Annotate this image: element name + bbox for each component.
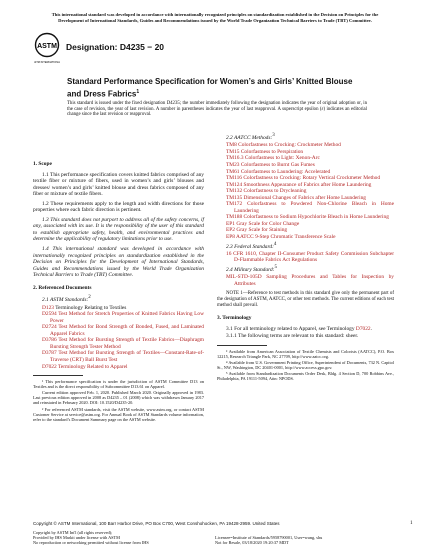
reference-item[interactable]: EP8 AATCC 9-Step Chromatic Transference Scale (226, 234, 336, 240)
reference-item: D2724 Test Method for Bond Strength of Bonded, Fused, and Laminated Apparel Fabrics (42, 324, 204, 337)
footnote-divider (33, 375, 83, 376)
terminology-link[interactable]: D7022 (355, 325, 371, 332)
reference-link[interactable]: D3787 (42, 350, 57, 357)
reference-item[interactable]: TM8 Colorfastness to Crocking: Crockmeter Method (226, 142, 341, 149)
astm-standards-heading: 2.1 ASTM Standards:2 (42, 295, 91, 304)
reference-item[interactable]: TM16.3 Colorfastness to Light: Xenon-Arc (226, 155, 320, 162)
document-title (67, 77, 367, 100)
top-notice (0, 0, 429, 26)
title-text: Standard Performance Specification for Women’s and Girls’ Knitted Blouse and Dress Fabrics (67, 77, 353, 99)
reference-item[interactable]: EP2 Gray Scale for Staining (226, 227, 288, 234)
reference-item[interactable]: TM135 Dimensional Changes of Fabrics after Home Laundering (226, 194, 366, 201)
reference-item: D3786 Test Method for Bursting Strength of Textile Fabrics—Diaphragm Bursting Strength Tester Method (42, 337, 204, 350)
title-footnote-mark[interactable]: 1 (136, 89, 140, 95)
reference-item: D7022 Terminology Related to Apparel (42, 363, 128, 370)
reference-item[interactable]: TM15 Colorfastness to Perspiration (226, 148, 304, 155)
download-notice-left: Copyright by ASTM Int'l (all rights reserved); Provided by IHS Markit under license with ASTM No reproduction or networking permitted without license from IHS (33, 530, 149, 545)
right-column (217, 133, 394, 384)
footnote-2: ² For referenced ASTM standards, visit the ASTM website, www.astm.org, or contact ASTM Customer Service at service@astm.org. For Annual Book of ASTM Standards volume information, refer to the standard’s Document Summary page on the ASTM website. (33, 406, 204, 422)
copyright-line: Copyright © ASTM International, 100 Barr Harbor Drive, PO Box C700, West Conshohocken, PA 19428-2959. United States (33, 521, 280, 526)
paragraph-3-1-1: 3.1.1 The following terms are relevant to this standard: sheer. (226, 333, 359, 340)
reference-item[interactable]: TM116 Colorfastness to Crocking: Rotary Vertical Crockmeter Method (226, 175, 381, 182)
paragraph-1-1: 1.1 This performance specification covers knitted fabrics comprised of any textile fiber or mixture of fibers, used in women’s and girls’ blouses and dresses/ women’s and girls’ knitted blouse and dress fabrics composed of any fiber or mixture of textile fibers. (33, 171, 204, 198)
issue-note: This standard is issued under the fixed designation D4235; the number immediately following the designation indicates the year of original adoption or, in the case of revision, the year of last revision. A number in parentheses indicates the year of last reapproval. A superscript epsilon (ε) indicates an editorial change since the last revision or reapproval. (67, 101, 367, 118)
federal-reference[interactable]: 16 CFR 1610, Chapter II-Consumer Product Safety Commission Subchapter D-Flammable Fabrics Act Regulations (226, 250, 395, 264)
reference-item: D123 Terminology Relating to Textiles (42, 304, 127, 311)
astm-logo (34, 32, 60, 66)
federal-standard-heading: 2.3 Federal Standard:4 (226, 241, 277, 250)
aatcc-reference-list (217, 142, 394, 240)
reference-item[interactable]: TM124 Smoothness Appearance of Fabrics after Home Laundering (226, 181, 372, 188)
paragraph-1-3: 1.3 This standard does not purport to address all of the safety concerns, if any, associated with its use. It is the responsibility of the user of this standard to establish appropriate safety, health, and environmental practices and determine the applicability of regulatory limitations prior to use. (33, 216, 204, 243)
reference-item: D2594 Test Method for Stretch Properties of Knitted Fabrics Having Low Power (42, 311, 204, 324)
section-heading-referenced-documents: 2. Referenced Documents (33, 284, 92, 291)
footnote-1-edition: Current edition approved Feb. 1, 2020. Published March 2020. Originally approved in 1983. Last previous edition approved in 2008 as D4235 – 01 (2008) which was withdrawn January 2017 and reinstated in February 2020. DOI: 10.1520/D4235-20. (33, 390, 204, 406)
top-notice-line-2: Development of International Standards, Guides and Recommendations issued by the World Trade Organization Technical Barriers to Trade (TBT) Committee. (58, 17, 372, 23)
logo-caption: ASTM INTERNATIONAL (34, 61, 60, 64)
reference-item[interactable]: TM132 Colorfastness to Drycleaning (226, 188, 307, 195)
reference-link[interactable]: D123 (42, 304, 54, 311)
footnote-divider (217, 345, 267, 346)
footnote-1: ¹ This performance specification is under the jurisdiction of ASTM Committee D13 on Textiles and is the direct responsibility of Subcommittee D13.61 on Apparel. (33, 379, 204, 390)
note-1: NOTE 1—Reference to test methods in this standard give only the permanent part of the designation of ASTM, AATCC, or other test methods. The current editions of each test method shall prevail. (217, 291, 394, 309)
footnote-4: ⁴ Available from U.S. Government Printing Office, Superintendent of Documents, 732 N. Capitol St., NW, Washington, DC 20401-0001, http://www.access.gpo.gov. (217, 359, 394, 371)
reference-item: D3787 Test Method for Bursting Strength of Textiles—Constant-Rate-of-Traverse (CRT) Ball Burst Test (42, 350, 204, 364)
section-heading-scope: 1. Scope (33, 161, 52, 167)
reference-link[interactable]: D2724 (42, 324, 57, 331)
reference-link[interactable]: D3786 (42, 337, 57, 344)
reference-link[interactable]: D7022 (42, 363, 57, 370)
top-notice-line-1: This international standard was developed in accordance with internationally recognized principles on standardization established in the Decision on Principles for the (51, 12, 379, 17)
reference-item[interactable]: EP1 Gray Scale for Color Change (226, 220, 300, 227)
aatcc-methods-heading: 2.2 AATCC Methods:3 (226, 133, 275, 141)
left-column (33, 161, 204, 425)
astm-reference-list (33, 305, 204, 370)
reference-item[interactable]: TM172 Colorfastness to Powdered Non-Chlorine Bleach in Home Laundering (226, 201, 394, 214)
paragraph-3-1: 3.1 For all terminology related to Apparel, see Terminology D7022. (226, 325, 372, 332)
section-heading-terminology: 3. Terminology (217, 315, 252, 322)
footnote-5: ⁵ Available from Standardization Documents Order Desk, Bldg. 4 Section D, 700 Robbins Ave., Philadelphia, PA 19111-5094, Attn: NPODS. (217, 371, 394, 382)
paragraph-1-2: 1.2 These requirements apply to the length and width directions for those properties where each fabric direction is pertinent. (33, 200, 204, 214)
footnote-3: ³ Available from American Association of Textile Chemists and Colorists (AATCC), P.O. Box 12215, Research Triangle Park, NC 27709, http://www.aatcc.org. (217, 348, 394, 359)
military-standard-heading: 2.4 Military Standard:5 (226, 264, 277, 273)
download-notice-right: Licensee=Institute of Standards/5958790001, User=wang, shu Not for Resale, 03/18/2020 19:20:37 MDT (215, 535, 323, 545)
reference-item[interactable]: TM61 Colorfastness to Laundering: Accelerated (226, 168, 331, 175)
reference-item[interactable]: TM23 Colorfastness to Burnt Gas Fumes (226, 161, 315, 168)
paragraph-1-4: 1.4 This international standard was developed in accordance with internationally recognized principles on standardization established in the Decision on Principles for the Development of International Standards, Guides and Recommendations issued by the World Trade Organization Technical Barriers to Trade (TBT) Committee. (33, 246, 204, 279)
page-number: 1 (410, 520, 413, 526)
reference-item[interactable]: TM188 Colorfastness to Sodium Hypochlorite Bleach in Home Laundering (226, 214, 389, 221)
reference-link[interactable]: D2594 (42, 311, 57, 318)
designation: Designation: D4235 − 20 (66, 42, 165, 52)
svg-text:ASTM: ASTM (37, 43, 57, 50)
military-reference[interactable]: MIL-STD-105D Sampling Procedures and Tables for Inspection by Attributes (226, 274, 394, 287)
